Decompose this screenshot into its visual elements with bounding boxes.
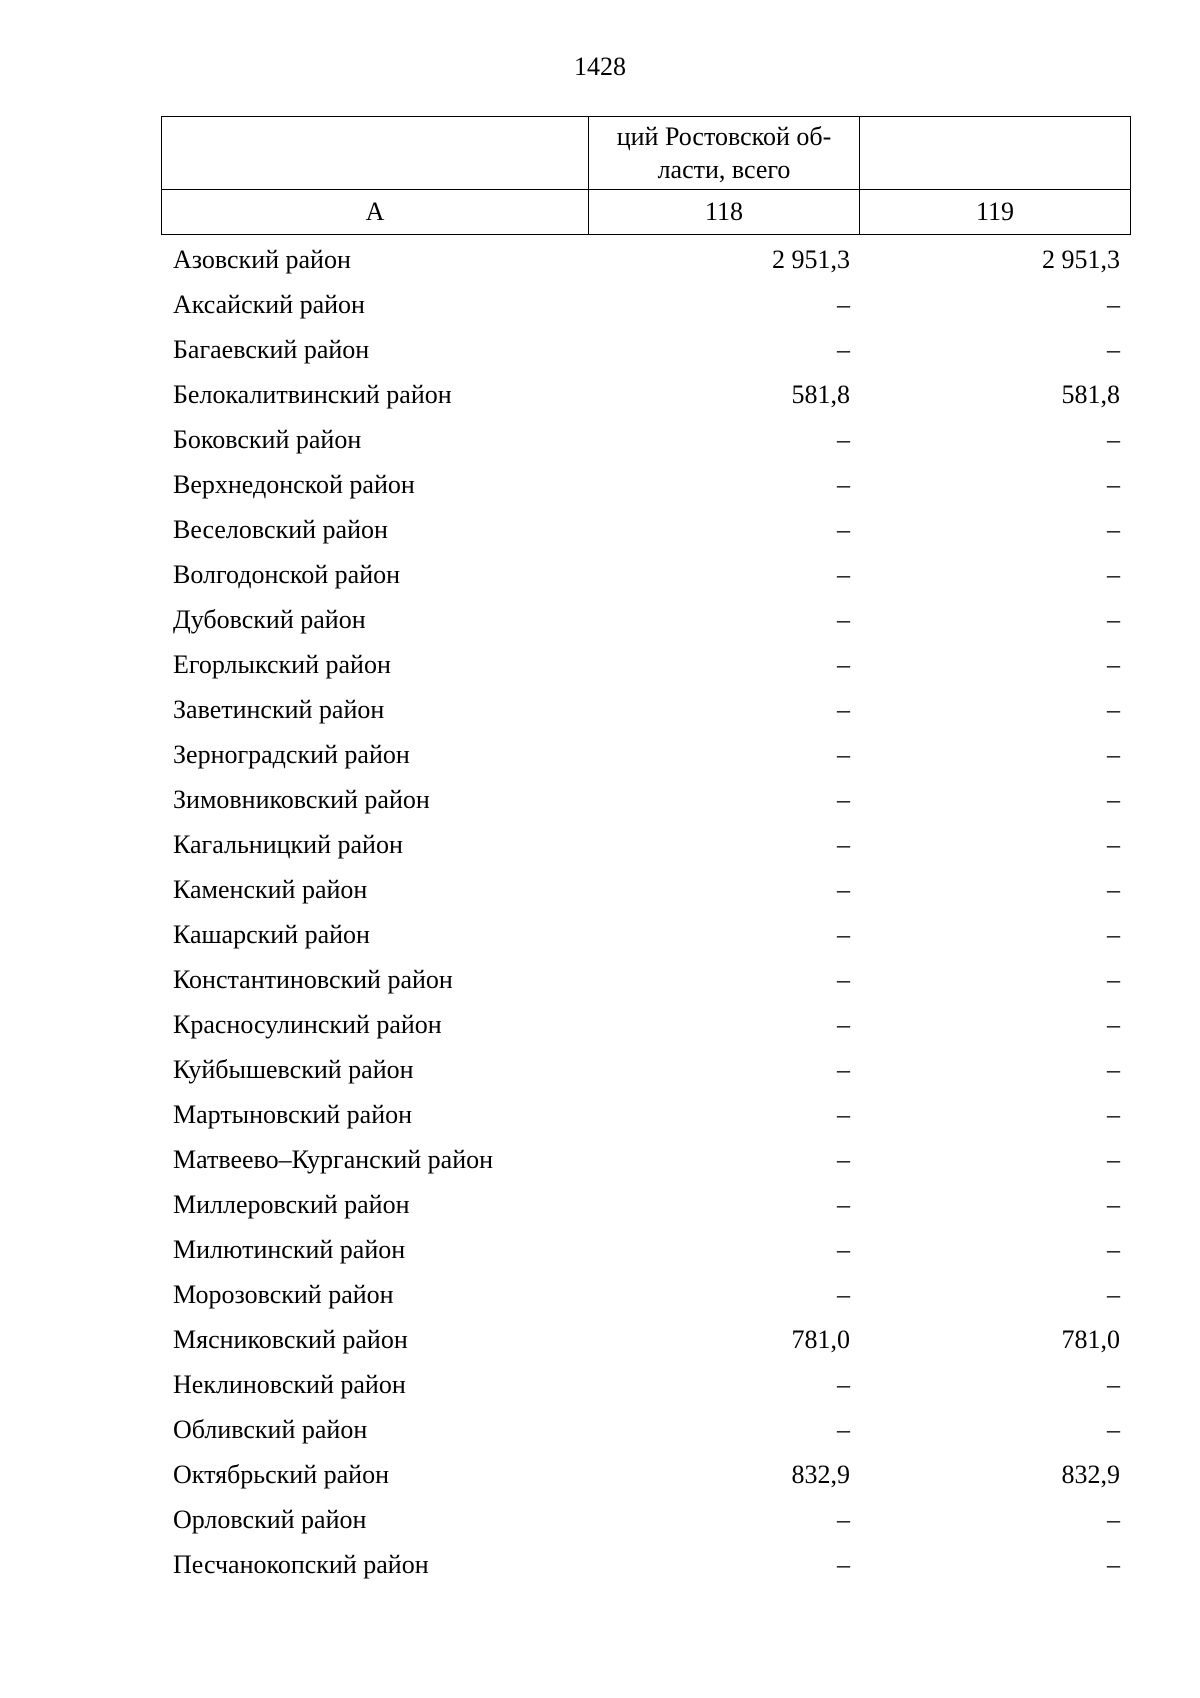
- district-name: Веселовский район: [173, 515, 388, 544]
- district-name: Заветинский район: [173, 695, 385, 724]
- value-col-119: –: [1107, 425, 1120, 454]
- value-col-118: 581,8: [791, 380, 850, 409]
- header-caption-line-1: ций Ростовской об-: [616, 122, 832, 151]
- value-col-119: –: [1107, 1235, 1120, 1264]
- value-col-118: –: [837, 650, 850, 679]
- value-col-119: –: [1107, 335, 1120, 364]
- value-col-119: 2 951,3: [1042, 245, 1120, 274]
- value-col-119: –: [1107, 785, 1120, 814]
- district-name: Аксайский район: [173, 290, 365, 319]
- value-col-118: –: [837, 1055, 850, 1084]
- table-row: [161, 282, 1130, 327]
- district-name: Верхнедонской район: [173, 470, 415, 499]
- table-row: [161, 462, 1130, 507]
- header-cell-118: 118: [589, 190, 860, 235]
- value-col-118: –: [837, 1190, 850, 1219]
- table-row: [161, 1002, 1130, 1047]
- value-col-119: –: [1107, 1550, 1120, 1579]
- value-col-119: 832,9: [1061, 1460, 1120, 1489]
- value-col-118: –: [837, 965, 850, 994]
- table-row: [161, 1272, 1130, 1317]
- district-name: Каменский район: [173, 875, 368, 904]
- value-col-118: –: [837, 1505, 850, 1534]
- value-col-119: –: [1107, 470, 1120, 499]
- district-name: Белокалитвинский район: [173, 380, 452, 409]
- table-row: [161, 552, 1130, 597]
- table-header: [161, 116, 1131, 235]
- table-row: [161, 1317, 1130, 1362]
- district-name: Матвеево–Курганский район: [173, 1145, 494, 1174]
- value-col-119: –: [1107, 875, 1120, 904]
- value-col-119: –: [1107, 1055, 1120, 1084]
- district-name: Егорлыкский район: [173, 650, 391, 679]
- table-row: [161, 822, 1130, 867]
- value-col-119: 781,0: [1061, 1325, 1120, 1354]
- district-name: Песчанокопский район: [173, 1550, 429, 1579]
- district-name: Неклиновский район: [173, 1370, 406, 1399]
- header-caption-line-2: ласти, всего: [657, 155, 791, 184]
- header-cell-name-caption: [162, 117, 589, 190]
- value-col-118: –: [837, 1235, 850, 1264]
- district-name: Куйбышевский район: [173, 1055, 414, 1084]
- value-col-118: –: [837, 335, 850, 364]
- value-col-119: –: [1107, 1280, 1120, 1309]
- value-col-119: 581,8: [1061, 380, 1120, 409]
- value-col-118: –: [837, 1100, 850, 1129]
- district-name: Зимовниковский район: [173, 785, 430, 814]
- district-name: Дубовский район: [173, 605, 366, 634]
- table-row: [161, 1362, 1130, 1407]
- value-col-118: –: [837, 515, 850, 544]
- value-col-118: –: [837, 470, 850, 499]
- table-row: [161, 1407, 1130, 1452]
- value-col-118: –: [837, 1415, 850, 1444]
- value-col-119: –: [1107, 965, 1120, 994]
- table-row: [161, 642, 1130, 687]
- table-row: [161, 417, 1130, 462]
- table-row: [161, 957, 1130, 1002]
- value-col-118: –: [837, 560, 850, 589]
- district-name: Миллеровский район: [173, 1190, 410, 1219]
- table-row: [161, 237, 1130, 282]
- value-col-118: –: [837, 1280, 850, 1309]
- value-col-119: –: [1107, 1370, 1120, 1399]
- value-col-118: 832,9: [791, 1460, 850, 1489]
- header-cell-119: 119: [860, 190, 1131, 235]
- value-col-118: –: [837, 920, 850, 949]
- header-row-caption: [162, 117, 1131, 190]
- value-col-118: –: [837, 875, 850, 904]
- value-col-118: –: [837, 740, 850, 769]
- header-cell-col3-caption: [860, 117, 1131, 190]
- table-row: [161, 1542, 1130, 1587]
- table-row: [161, 732, 1130, 777]
- district-name: Константиновский район: [173, 965, 453, 994]
- district-name: Кашарский район: [173, 920, 370, 949]
- page-number: 1428: [574, 52, 626, 81]
- value-col-118: –: [837, 425, 850, 454]
- value-col-119: –: [1107, 515, 1120, 544]
- table-row: [161, 912, 1130, 957]
- value-col-118: –: [837, 1145, 850, 1174]
- value-col-119: –: [1107, 1505, 1120, 1534]
- table-row: [161, 1047, 1130, 1092]
- value-col-118: –: [837, 695, 850, 724]
- district-name: Мартыновский район: [173, 1100, 413, 1129]
- value-col-119: –: [1107, 1190, 1120, 1219]
- table-row: [161, 1497, 1130, 1542]
- value-col-119: –: [1107, 605, 1120, 634]
- district-name: Октябрьский район: [173, 1460, 389, 1489]
- table-row: [161, 687, 1130, 732]
- table-row: [161, 867, 1130, 912]
- district-name: Волгодонской район: [173, 560, 401, 589]
- table-row: [161, 597, 1130, 642]
- value-col-118: –: [837, 830, 850, 859]
- header-row-numbers: [162, 190, 1131, 235]
- table-row: [161, 1182, 1130, 1227]
- table-row: [161, 777, 1130, 822]
- value-col-119: –: [1107, 740, 1120, 769]
- value-col-119: –: [1107, 920, 1120, 949]
- value-col-119: –: [1107, 1415, 1120, 1444]
- district-name: Милютинский район: [173, 1235, 406, 1264]
- value-col-119: –: [1107, 830, 1120, 859]
- value-col-118: –: [837, 290, 850, 319]
- district-name: Багаевский район: [173, 335, 370, 364]
- value-col-119: –: [1107, 1145, 1120, 1174]
- district-name: Зерноградский район: [173, 740, 410, 769]
- value-col-118: –: [837, 1370, 850, 1399]
- district-name: Обливский район: [173, 1415, 368, 1444]
- value-col-119: –: [1107, 1100, 1120, 1129]
- value-col-119: –: [1107, 695, 1120, 724]
- district-name: Морозовский район: [173, 1280, 394, 1309]
- table-row: [161, 327, 1130, 372]
- value-col-118: –: [837, 605, 850, 634]
- district-name: Кагальницкий район: [173, 830, 403, 859]
- table-row: [161, 507, 1130, 552]
- district-list: [161, 237, 1130, 1587]
- value-col-118: 2 951,3: [772, 245, 850, 274]
- district-name: Орловский район: [173, 1505, 367, 1534]
- table-row: [161, 1137, 1130, 1182]
- district-name: Красносулинский район: [173, 1010, 442, 1039]
- value-col-119: –: [1107, 290, 1120, 319]
- value-col-119: –: [1107, 650, 1120, 679]
- value-col-119: –: [1107, 1010, 1120, 1039]
- table-row: [161, 1227, 1130, 1272]
- table-row: [161, 1092, 1130, 1137]
- value-col-118: –: [837, 1550, 850, 1579]
- table-row: [161, 372, 1130, 417]
- header-cell-a: А: [162, 190, 589, 235]
- value-col-118: 781,0: [791, 1325, 850, 1354]
- table-row: [161, 1452, 1130, 1497]
- value-col-118: –: [837, 1010, 850, 1039]
- district-name: Мясниковский район: [173, 1325, 408, 1354]
- value-col-119: –: [1107, 560, 1120, 589]
- district-name: Азовский район: [173, 245, 351, 274]
- header-cell-total-caption: [589, 117, 860, 190]
- value-col-118: –: [837, 785, 850, 814]
- district-name: Боковский район: [173, 425, 362, 454]
